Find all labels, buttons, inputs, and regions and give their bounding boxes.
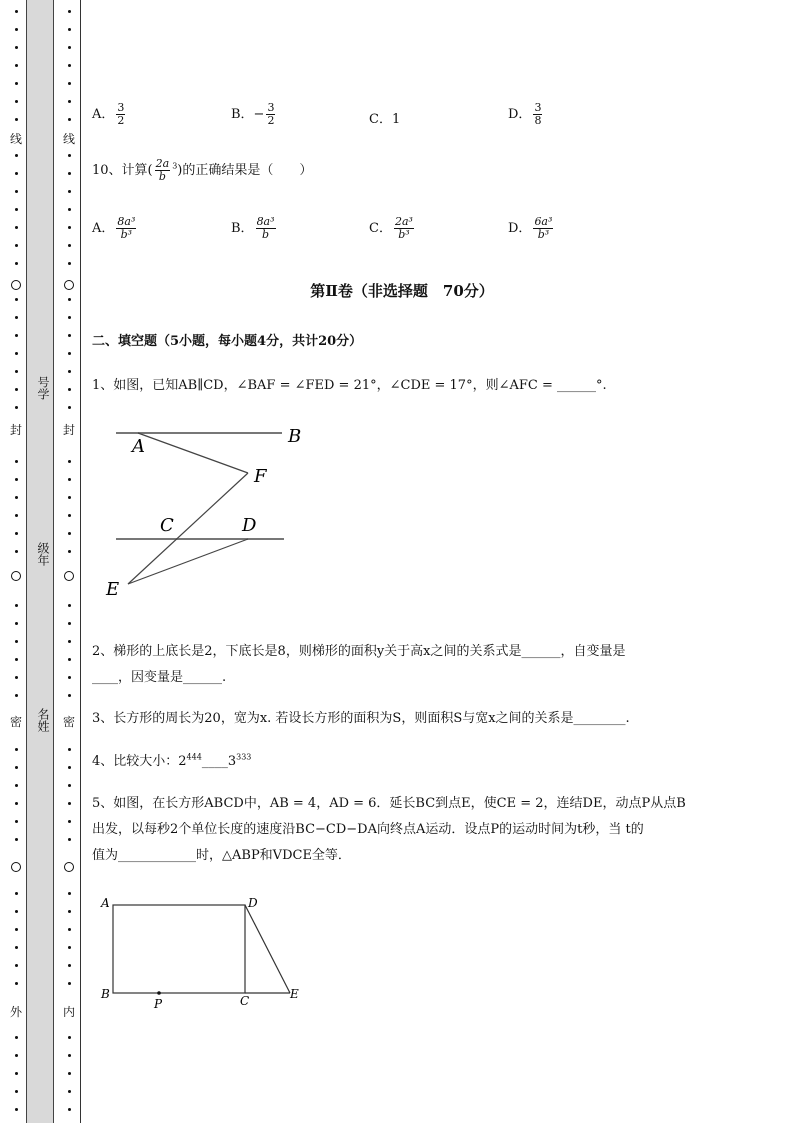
binding-dot (15, 334, 18, 337)
binding-dot (68, 460, 71, 463)
binding-dot (15, 892, 18, 895)
binding-dot (15, 298, 18, 301)
binding-dot (68, 1054, 71, 1057)
binding-dot (68, 82, 71, 85)
option-d-prefix: D． (508, 107, 532, 122)
binding-dot (15, 226, 18, 229)
binding-dot (68, 658, 71, 661)
binding-dot (15, 82, 18, 85)
binding-dot (15, 982, 18, 985)
label-d: D (242, 515, 257, 536)
frac-numerator: 6a³ (534, 215, 553, 228)
question-3: 3、长方形的周长为20，宽为x. 若设长方形的面积为S，则面积S与宽x之间的关系是________. (92, 711, 630, 726)
binding-dot (68, 226, 71, 229)
label-c: C (240, 994, 250, 1008)
binding-circle (64, 862, 74, 872)
frac-numerator: 2a (155, 157, 170, 170)
frac-denominator: 8 (534, 114, 542, 127)
figure-1-parallel-lines (102, 420, 322, 605)
label-f: F (254, 466, 267, 487)
binding-circle (64, 571, 74, 581)
label-e: E (290, 987, 299, 1001)
label-name: 名姓 (36, 708, 50, 732)
binding-dot (15, 352, 18, 355)
q10-stem-suffix: )的正确结果是（ ） (177, 163, 313, 178)
binding-dot (68, 532, 71, 535)
binding-dot (68, 766, 71, 769)
q9-options (92, 102, 692, 136)
option-b-prefix: B．− (231, 107, 265, 122)
binding-dot (15, 820, 18, 823)
binding-dot (15, 100, 18, 103)
binding-dot (15, 766, 18, 769)
option-b (231, 216, 278, 241)
binding-dot (15, 478, 18, 481)
binding-dot (15, 1054, 18, 1057)
binding-dot (15, 388, 18, 391)
q4-exponent-2: 333 (236, 752, 252, 762)
binding-dot (68, 802, 71, 805)
frac-numerator: 8a³ (117, 215, 136, 228)
binding-dot (68, 748, 71, 751)
option-fraction (533, 216, 553, 241)
binding-dot (68, 1072, 71, 1075)
binding-dot (68, 118, 71, 121)
binding-dot (68, 334, 71, 337)
binding-dot (68, 478, 71, 481)
binding-dot (15, 46, 18, 49)
frac-numerator: 8a³ (256, 215, 275, 228)
binding-dot (68, 208, 71, 211)
binding-dot (68, 154, 71, 157)
frac-denominator: 2 (117, 114, 125, 127)
binding-word-outer-4: 外 (9, 1005, 22, 1019)
binding-dot (15, 676, 18, 679)
label-d: D (248, 896, 258, 910)
option-prefix: A． (92, 221, 115, 236)
binding-dot (15, 604, 18, 607)
binding-dot (15, 118, 18, 121)
frac-numerator: 3 (117, 101, 125, 114)
binding-dot (68, 694, 71, 697)
label-b: B (101, 987, 110, 1001)
binding-dot (68, 64, 71, 67)
binding-word-inner-1: 线 (62, 132, 75, 146)
option-d (508, 102, 544, 127)
question-5-line-2: 出发，以每秒2个单位长度的速度沿BC−CD−DA向终点A运动．设点P的运动时间为t秒，当 t的 (92, 822, 644, 837)
binding-dot (15, 748, 18, 751)
option-prefix: B． (231, 221, 254, 236)
binding-dot (68, 406, 71, 409)
label-b: B (288, 426, 302, 447)
binding-dot (15, 514, 18, 517)
frac-numerator: 3 (534, 101, 542, 114)
option-b-fraction (266, 102, 275, 127)
label-a: A (101, 896, 110, 910)
binding-word-outer-2: 封 (9, 423, 22, 437)
binding-dot (68, 100, 71, 103)
binding-dot (68, 514, 71, 517)
binding-dot (15, 460, 18, 463)
binding-dot (15, 1108, 18, 1111)
binding-dot (68, 190, 71, 193)
binding-dot (15, 928, 18, 931)
option-fraction (116, 216, 136, 241)
binding-dot (15, 910, 18, 913)
figure-5-rectangle (98, 890, 312, 1014)
binding-dot (15, 496, 18, 499)
q10-exponent: 3 (172, 161, 178, 171)
binding-dot (15, 802, 18, 805)
fill-in-title: 二、填空题（5小题，每小题4分，共计20分） (92, 334, 363, 349)
frac-denominator: b (158, 170, 166, 183)
binding-word-inner-3: 密 (62, 715, 75, 729)
binding-word-outer-1: 线 (9, 132, 22, 146)
option-d (508, 216, 555, 241)
binding-dot (15, 964, 18, 967)
binding-dot (68, 244, 71, 247)
option-c: C．1 (369, 112, 401, 127)
binding-dot (15, 316, 18, 319)
question-5-line-1: 5、如图，在长方形ABCD中，AB = 4，AD = 6．延长BC到点E，使CE = 2，连结DE，动点P从点B (92, 796, 686, 811)
binding-dot (68, 370, 71, 373)
option-fraction (256, 216, 276, 241)
binding-dot (15, 208, 18, 211)
binding-dot (68, 946, 71, 949)
label-e: E (106, 579, 120, 600)
binding-dot (15, 190, 18, 193)
option-a (92, 102, 127, 127)
binding-dot (15, 172, 18, 175)
binding-dot (15, 262, 18, 265)
binding-circle (11, 862, 21, 872)
binding-dot (15, 244, 18, 247)
option-b (231, 102, 277, 127)
option-fraction (394, 216, 414, 241)
binding-circle (11, 571, 21, 581)
frac-denominator: b³ (120, 228, 133, 241)
binding-dot (68, 550, 71, 553)
binding-dot (68, 604, 71, 607)
q10-options (92, 216, 692, 250)
binding-dot (15, 10, 18, 13)
q4-prefix: 4、比较大小：2 (92, 754, 187, 769)
q4-exponent-1: 444 (186, 752, 202, 762)
binding-dot (68, 622, 71, 625)
binding-dot (68, 910, 71, 913)
option-prefix: C． (369, 221, 392, 236)
binding-dot (15, 406, 18, 409)
binding-word-inner-2: 封 (62, 423, 75, 437)
binding-dot (15, 154, 18, 157)
option-a (92, 216, 138, 241)
binding-dot (68, 784, 71, 787)
question-1: 1、如图，已知AB∥CD，∠BAF = ∠FED = 21°，∠CDE = 17°，则∠AFC = ______°. (92, 378, 607, 393)
binding-dot (68, 316, 71, 319)
binding-circle (64, 280, 74, 290)
question-2-line-1: 2、梯形的上底长是2，下底长是8，则梯形的面积y关于高x之间的关系式是______，自变量是 (92, 644, 626, 659)
binding-dot (68, 352, 71, 355)
binding-dot (68, 262, 71, 265)
label-grade: 级年 (36, 542, 50, 566)
q10-stem (92, 158, 312, 183)
question-2-line-2: ____，因变量是______. (92, 670, 227, 685)
frac-numerator: 2a³ (394, 215, 413, 228)
question-4 (92, 750, 251, 769)
binding-dot (68, 1036, 71, 1039)
binding-dot (68, 964, 71, 967)
binding-word-outer-3: 密 (9, 715, 22, 729)
binding-circle (11, 280, 21, 290)
binding-dot (68, 298, 71, 301)
option-a-prefix: A． (92, 107, 115, 122)
binding-word-inner-4: 内 (62, 1005, 75, 1019)
option-prefix: D． (508, 221, 532, 236)
frac-denominator: b³ (398, 228, 410, 241)
binding-dot (15, 784, 18, 787)
binding-inner-line (80, 0, 81, 1123)
binding-dot (15, 640, 18, 643)
binding-dot (68, 820, 71, 823)
binding-dot (15, 838, 18, 841)
binding-dot (68, 1108, 71, 1111)
binding-dot (68, 172, 71, 175)
binding-dot (68, 46, 71, 49)
binding-dot (68, 892, 71, 895)
binding-dot (15, 1090, 18, 1093)
binding-dot (68, 10, 71, 13)
binding-dot (15, 622, 18, 625)
binding-dot (15, 28, 18, 31)
binding-dot (68, 838, 71, 841)
binding-dot (15, 64, 18, 67)
question-5-line-3: 值为____________时，△ABP和VDCE全等． (92, 848, 351, 863)
option-c (369, 216, 416, 241)
option-d-fraction (533, 102, 542, 127)
binding-dot (15, 1036, 18, 1039)
binding-dot (68, 640, 71, 643)
label-student-number: 号学 (36, 376, 50, 400)
binding-dot (68, 28, 71, 31)
binding-dot (15, 1072, 18, 1075)
binding-dot (15, 946, 18, 949)
binding-dot (15, 658, 18, 661)
label-p: P (154, 997, 163, 1011)
frac-denominator: 2 (267, 114, 275, 127)
section-2-title: 第Ⅱ卷（非选择题 70分） (310, 282, 494, 300)
frac-denominator: b³ (537, 228, 550, 241)
q10-stem-prefix: 10、计算( (92, 163, 153, 178)
label-a: A (132, 436, 145, 457)
binding-dot (15, 532, 18, 535)
frac-denominator: b (262, 228, 270, 241)
binding-dot (68, 388, 71, 391)
binding-dot (68, 1090, 71, 1093)
binding-dot (68, 496, 71, 499)
binding-dot (68, 676, 71, 679)
q4-middle: ____3 (201, 754, 237, 769)
binding-dot (15, 694, 18, 697)
option-a-fraction (116, 102, 125, 127)
binding-dot (15, 550, 18, 553)
binding-dot (68, 982, 71, 985)
binding-dot (68, 928, 71, 931)
q10-fraction (155, 158, 171, 183)
frac-numerator: 3 (267, 101, 275, 114)
binding-dot (15, 370, 18, 373)
label-c: C (160, 515, 174, 536)
